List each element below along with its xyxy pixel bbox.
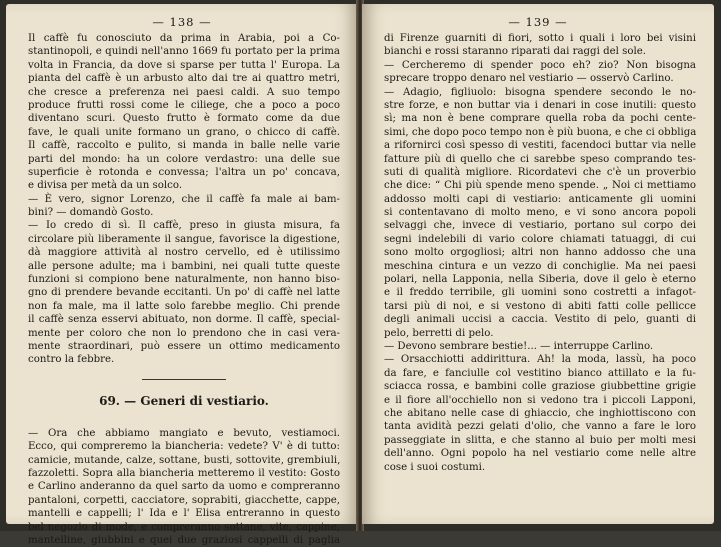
section-divider <box>142 379 226 380</box>
text-line: a rifornirci così spesso di vestiti, facendoci buttar via nelle <box>384 140 696 152</box>
text-line: fatture più di quello che ci sarebbe speso comprando tes- <box>384 153 696 165</box>
text-line: degli animali uccisi a caccia. Vestito di pelo, guanti di <box>384 314 696 326</box>
text-line: volta in Francia, da dove si sparse per tutta l' Europa. La <box>28 59 340 71</box>
text-line: superficie è rotonda e convessa; l'altra un po' concava, <box>28 166 340 178</box>
text-line: diventano scuri. Questo frutto è formato come da due <box>28 113 340 125</box>
text-line: pelo, berretti di pelo. <box>384 327 494 339</box>
section-heading: 69. — Generi di vestiario. <box>99 393 269 408</box>
text-line: polari, nella Lapponia, nella Siberia, dove il gelo è eterno <box>384 274 696 286</box>
text-line: sciacca rossa, e bambini colle graziose giubbettine grigie <box>384 381 696 393</box>
text-line: stre forze, e non buttar via i denari in cose inutili: questo <box>384 99 696 111</box>
text-line: e il fiore all'occhiello non si vedono tra i piccoli Lapponi, <box>384 394 696 406</box>
text-line: Il caffè, raccolto e pulito, si manda in balle nelle varie <box>28 140 340 152</box>
right-page-text <box>384 32 696 474</box>
text-line: dell'anno. Ogni popolo ha nel vestiario come nelle altre <box>384 448 696 460</box>
text-line: mente straordinari, può essere un ottimo medicamento <box>28 340 340 352</box>
text-line: di Firenze guarniti di fiori, sotto i quali i loro bei visini <box>384 33 696 44</box>
text-line: produce frutti rossi come le ciliege, che a poco a poco <box>28 99 340 111</box>
text-line: circolare più liberamente il sangue, favorisce la digestione, <box>28 233 340 245</box>
text-line: mente per coloro che non lo prendono che in casi vera- <box>28 327 340 339</box>
text-line: che dice: “ Chi più spende meno spende. „ Noi ci mettiamo <box>384 180 696 192</box>
text-line: — Devono sembrare bestie!... — interruppe Carlino. <box>384 340 654 352</box>
text-line: che abitano nelle case di ghiaccio, che inghiottiscono con <box>384 407 696 419</box>
text-line: suti di qualità migliore. Ricordatevi che c'è un proverbio <box>384 166 696 178</box>
text-line: fazzoletti. Sopra alla biancheria metteremo il vestito: Gosto <box>28 467 340 479</box>
text-line: dà maggiore attività al nostro cervello, ed è utilissimo <box>28 247 340 259</box>
text-line: mantelline, giubbini e quei due graziosi cappelli di paglia <box>28 534 340 546</box>
text-line: funzioni si compiono bene naturalmente, non hanno biso- <box>28 274 340 286</box>
text-line: e Carlino anderanno da quel sarto da uomo e compreranno <box>28 481 340 493</box>
text-line: addosso molti capi di vestiario: anticamente gli uomini <box>384 193 696 205</box>
text-line: si contentavano di molto meno, e vi sono ancora popoli <box>384 207 696 219</box>
page-number-right: — 139 — <box>508 15 568 29</box>
text-line: sprecare troppo denaro nel vestiario — osservò Carlino. <box>384 73 674 85</box>
text-line: fave, le quali unite formano un grano, o chicco di caffè. <box>28 126 340 138</box>
text-line: il caffè senza esservi abituato, non dorme. Il caffè, special- <box>28 314 340 326</box>
text-line: da fare, e fanciulle col vestitino bianco attillato e la fu- <box>384 367 696 379</box>
text-line: gno di prendere bevande eccitanti. Un po' di caffè nel latte <box>28 287 340 299</box>
left-page-text <box>28 32 340 547</box>
text-line: cose i suoi costumi. <box>384 461 486 473</box>
text-line: che cresce a preferenza nei paesi caldi. A suo tempo <box>28 86 340 98</box>
text-line: bel negozio di mode, e compreranno sottane, vite, cappine, <box>28 521 340 533</box>
text-line: alle persone adulte; ma i bambini, nei quali tutte queste <box>28 260 340 272</box>
text-line: non fa male, ma il latte solo farebbe meglio. Chi prende <box>28 300 340 312</box>
text-line: — È vero, signor Lorenzo, che il caffè fa male ai bam- <box>28 193 340 205</box>
text-line: e divisa per metà da un solco. <box>28 180 183 192</box>
text-line: selvaggi che, invece di vestiario, portano sul corpo dei <box>384 220 696 232</box>
text-line: pianta del caffè è un arbusto alto dai tre ai quattro metri, <box>28 73 340 85</box>
text-line: mantelli e cappelli; l' Ida e l' Elisa entreranno in questo <box>28 508 340 520</box>
right-page <box>362 4 714 524</box>
text-line: stantinopoli, e quindi nell'anno 1669 fu portato per la prima <box>28 46 340 58</box>
text-line: Ecco, qui compreremo la biancheria: vedete? V' è di tutto: <box>28 441 340 453</box>
text-line: parti del mondo: ha un colore verdastro: una delle sue <box>28 153 340 165</box>
text-line: Il caffè fu conosciuto da prima in Arabia, poi a Co- <box>28 33 340 44</box>
text-line: segni indelebili di vario colore chiamati tatuaggi, di cui <box>384 233 696 245</box>
text-line: bianchi e rossi staranno riparati dai raggi del sole. <box>384 46 646 58</box>
text-line: pantaloni, corpetti, cacciatore, soprabiti, giacchette, cappe, <box>28 494 340 506</box>
text-line: passeggiate in slitta, e che stanno al buio per molti mesi <box>384 434 696 446</box>
text-line: sì; ma non è bene comprare quella roba da pochi cente- <box>384 113 696 125</box>
page-number-left: — 138 — <box>152 15 212 29</box>
text-line: — Cercheremo di spender poco eh? zio? Non bisogna <box>384 59 696 71</box>
text-line: simi, che dopo poco tempo non è più buona, e che ci obbliga <box>384 126 697 138</box>
text-line: tarsi più di noi, e si vestono di abiti fatti colle pellicce <box>384 300 696 312</box>
text-line: sono molto orgogliosi; altri non hanno addosso che una <box>384 247 696 259</box>
text-line: contro la febbre. <box>28 354 115 366</box>
text-line: — Ora che abbiamo mangiato e bevuto, vestiamoci. <box>28 427 340 439</box>
left-page <box>6 4 358 546</box>
text-line: bini? — domandò Gosto. <box>28 207 154 219</box>
text-line: meschina cintura e un vezzo di conchiglie. Ma nei paesi <box>384 260 696 272</box>
text-line: — Adagio, figliuolo: bisogna spendere secondo le no- <box>384 86 696 98</box>
text-line: tanta avidità pezzi gelati d'olio, che vanno a fare le loro <box>384 421 696 433</box>
text-line: — Io credo di sì. Il caffè, preso in giusta misura, fa <box>28 220 340 232</box>
text-line: — Orsacchiotti addirittura. Ah! la moda, lassù, ha poco <box>384 354 696 366</box>
text-line: e il freddo terribile, gli uomini sono costretti a infagot- <box>384 287 696 299</box>
text-line: camicie, mutande, calze, sottane, busti, sottovite, grembiuli, <box>28 454 341 466</box>
